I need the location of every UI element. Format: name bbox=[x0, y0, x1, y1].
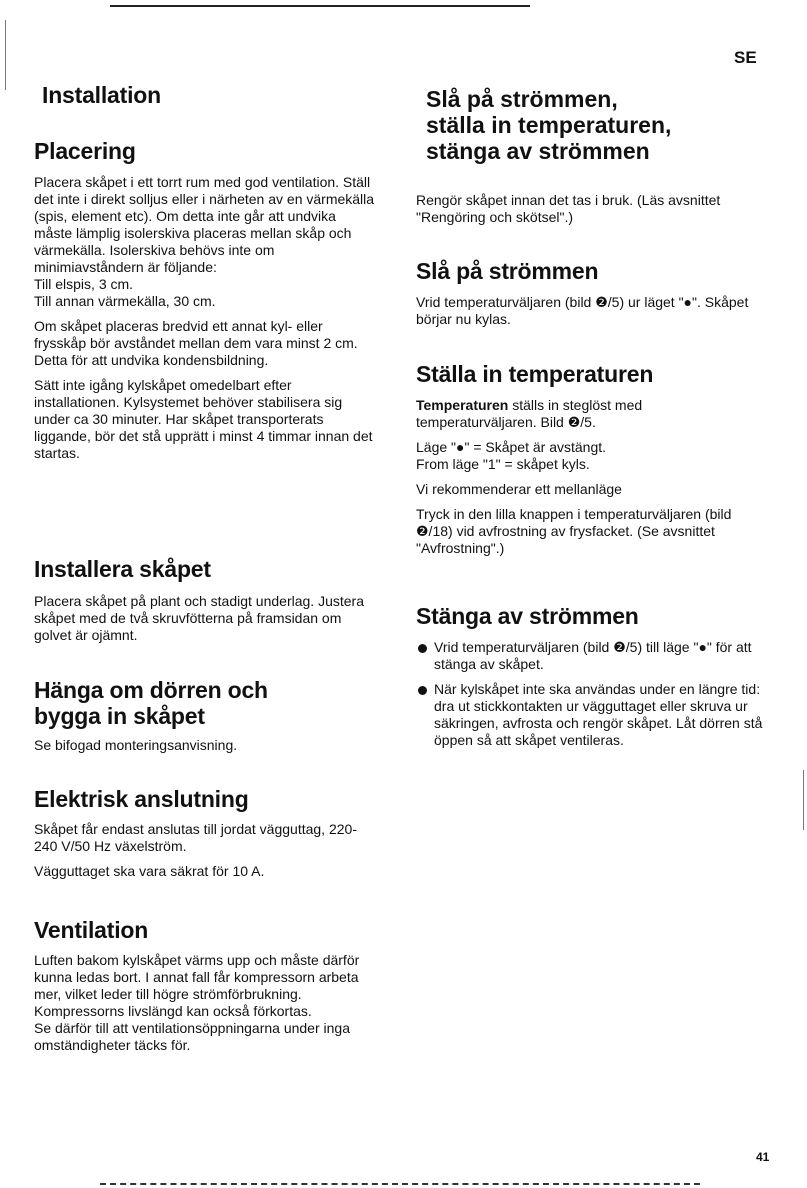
elektrisk-section bbox=[34, 821, 376, 880]
stanga-heading: Stänga av strömmen bbox=[416, 603, 639, 629]
main-title bbox=[426, 86, 766, 164]
installera-heading: Installera skåpet bbox=[34, 556, 211, 582]
main-title-line-2: ställa in temperaturen, bbox=[426, 112, 672, 138]
installation-heading: Installation bbox=[42, 82, 162, 108]
intro-paragraph: Rengör skåpet innan det tas i bruk. (Läs avsnittet "Rengöring och skötsel".) bbox=[416, 192, 721, 225]
stalla-paragraph-3: Vi rekommenderar ett mellanläge bbox=[416, 481, 622, 497]
installera-paragraph-1: Placera skåpet på plant och stadigt underlag. Justera skåpet med de två skruvfötterna på framsidan om golvet är ojämnt. bbox=[34, 593, 364, 643]
ventilation-paragraph-1: Luften bakom kylskåpet värms upp och måste därför kunna ledas bort. I annat fall får kompressorn arbeta mer, vilket leder till högre strömförbrukning. Kompressorns livslängd kan också förkortas. bbox=[34, 952, 360, 1019]
main-title-line-3: stänga av strömmen bbox=[426, 138, 650, 164]
hanga-heading bbox=[34, 677, 376, 729]
page-number: 41 bbox=[756, 1150, 770, 1164]
stalla-section bbox=[416, 397, 766, 557]
placering-line-2: Till annan värmekälla, 30 cm. bbox=[34, 293, 216, 309]
stanga-bullet-1: Vrid temperaturväljaren (bild ❷/5) till läge "●" för att stänga av skåpet. bbox=[434, 639, 752, 672]
stanga-bullet-list bbox=[416, 639, 766, 757]
placering-line-1: Till elspis, 3 cm. bbox=[34, 276, 134, 292]
stalla-line-b: From läge "1" = skåpet kyls. bbox=[416, 456, 590, 472]
placering-paragraph-3: Sätt inte igång kylskåpet omedelbart efter installationen. Kylsystemet behöver stabilisera sig under ca 30 minuter. Har skåpet transporterats liggande, bör det stå upprätt i minst 4 timmar innan det startas. bbox=[34, 377, 373, 461]
list-item bbox=[416, 639, 766, 673]
ventilation-heading: Ventilation bbox=[34, 917, 149, 943]
sla-paragraph-1: Vrid temperaturväljaren (bild ❷/5) ur läget "●". Skåpet börjar nu kylas. bbox=[416, 294, 749, 327]
elektrisk-paragraph-1: Skåpet får endast anslutas till jordat vägguttag, 220-240 V/50 Hz växelström. bbox=[34, 821, 357, 854]
hanga-heading-line-1: Hänga om dörren och bbox=[34, 677, 268, 703]
list-item bbox=[416, 681, 766, 749]
sla-section bbox=[416, 294, 766, 328]
stalla-paragraph-4: Tryck in den lilla knappen i temperaturväljaren (bild ❷/18) vid avfrostning av frysfacket. (Se avsnittet "Avfrostning".) bbox=[416, 506, 732, 556]
hanga-section bbox=[34, 737, 376, 754]
stalla-line-a: Läge "●" = Skåpet är avstängt. bbox=[416, 439, 607, 455]
placering-paragraph-2: Om skåpet placeras bredvid ett annat kyl- eller frysskåp bör avståndet mellan dem vara minst 2 cm. Detta för att undvika kondensbildning. bbox=[34, 318, 358, 368]
elektrisk-paragraph-2: Vägguttaget ska vara säkrat för 10 A. bbox=[34, 863, 265, 879]
top-rule bbox=[110, 5, 530, 7]
ventilation-paragraph-2: Se därför till att ventilationsöppningarna under inga omständigheter täcks för. bbox=[34, 1020, 350, 1053]
hanga-paragraph-1: Se bifogad monteringsanvisning. bbox=[34, 737, 238, 753]
scan-edge-left bbox=[5, 20, 6, 90]
bottom-rule bbox=[100, 1183, 700, 1185]
placering-paragraph-1: Placera skåpet i ett torrt rum med god ventilation. Ställ det inte i direkt solljus eller i närheten av en värmekälla (spis, element etc). Om detta inte går att undvika måste lämplig isolerskiva placeras mellan skåp och värmekälla. Isolerskiva behövs inte om minimiavståndern är följande: bbox=[34, 174, 375, 275]
hanga-heading-line-2: bygga in skåpet bbox=[34, 703, 205, 729]
bullet-icon bbox=[418, 686, 427, 695]
stalla-heading: Ställa in temperaturen bbox=[416, 361, 654, 387]
sla-heading: Slå på strömmen bbox=[416, 258, 599, 284]
intro-section bbox=[416, 192, 766, 226]
main-title-line-1: Slå på strömmen, bbox=[426, 86, 618, 112]
ventilation-section bbox=[34, 952, 376, 1054]
stanga-bullet-2: När kylskåpet inte ska användas under en längre tid: dra ut stickkontakten ur vägguttaget eller skruva ur säkringen, avfrosta och rengör skåpet. Låt dörren stå öppen så att skåpet ventileras. bbox=[434, 681, 763, 748]
elektrisk-heading: Elektrisk anslutning bbox=[34, 786, 249, 812]
stalla-paragraph-1-rest: ställs in steglöst med temperaturväljaren. Bild ❷/5. bbox=[416, 397, 643, 430]
placering-section bbox=[34, 174, 376, 462]
placering-heading: Placering bbox=[34, 138, 136, 164]
stalla-bold-term: Temperaturen bbox=[416, 397, 509, 413]
stalla-paragraph-1 bbox=[416, 397, 766, 431]
installera-section bbox=[34, 593, 376, 644]
scan-edge-right bbox=[803, 770, 804, 830]
bullet-icon bbox=[418, 644, 427, 653]
language-label: SE bbox=[734, 48, 757, 67]
